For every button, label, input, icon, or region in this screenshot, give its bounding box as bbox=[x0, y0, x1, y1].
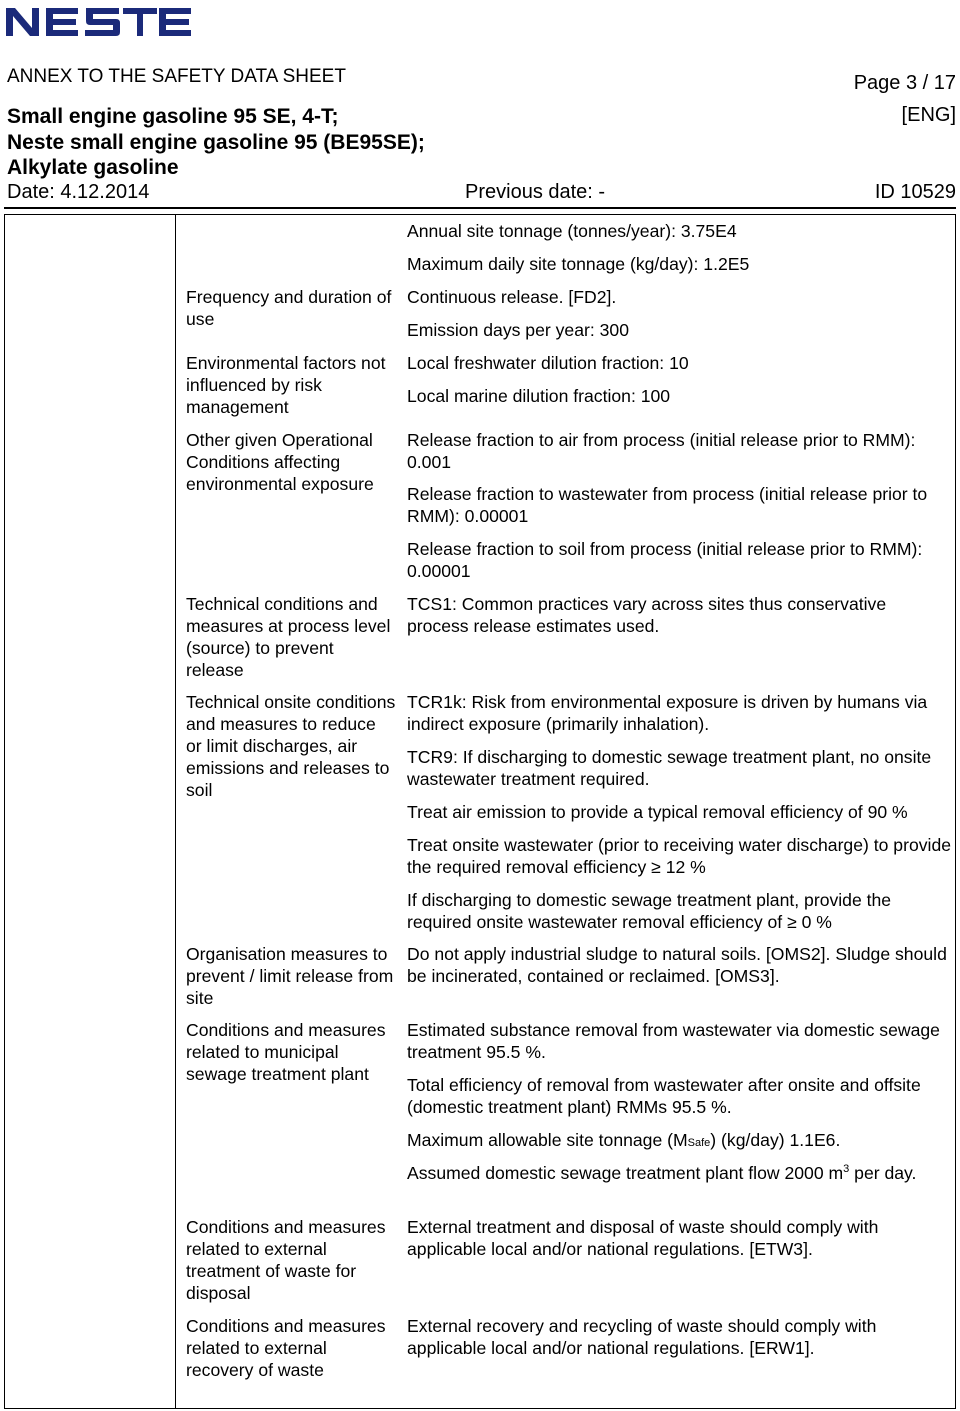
neste-logo bbox=[6, 6, 192, 38]
value-continuous-release: Continuous release. [FD2]. bbox=[407, 287, 617, 307]
value-marine-dilution: Local marine dilution fraction: 100 bbox=[407, 386, 671, 406]
value-tcr9: TCR9: If discharging to domestic sewage treatment plant, no onsite wastewater treatment required. bbox=[407, 747, 932, 789]
value-tcs1: TCS1: Common practices vary across sites thus conservative process release estimates used. bbox=[407, 594, 887, 636]
label-municipal-sewage: Conditions and measures related to municipal sewage treatment plant bbox=[186, 1020, 386, 1084]
label-operational-conditions: Other given Operational Conditions affecting environmental exposure bbox=[186, 430, 374, 494]
document-id: ID 10529 bbox=[874, 181, 956, 203]
product-line-2: Neste small engine gasoline 95 (BE95SE); bbox=[7, 130, 425, 154]
previous-date: Previous date: - bbox=[465, 181, 606, 203]
language-code: [ENG] bbox=[901, 104, 956, 126]
value-annual-tonnage: Annual site tonnage (tonnes/year): 3.75E4 bbox=[407, 221, 737, 241]
table-column-divider bbox=[175, 214, 176, 1409]
document-date: Date: 4.12.2014 bbox=[7, 181, 150, 203]
page-number: Page 3 / 17 bbox=[853, 72, 956, 94]
value-emission-days: Emission days per year: 300 bbox=[407, 320, 629, 340]
value-release-soil: Release fraction to soil from process (initial release prior to RMM): 0.00001 bbox=[407, 539, 923, 581]
value-tcr1k: TCR1k: Risk from environmental exposure is driven by humans via indirect exposure (primarily inhalation). bbox=[407, 692, 928, 734]
label-organisation-measures: Organisation measures to prevent / limit release from site bbox=[186, 944, 394, 1008]
value-max-tonnage: Maximum allowable site tonnage (MSafe) (kg/day) 1.1E6. bbox=[407, 1130, 841, 1150]
header-divider bbox=[4, 207, 956, 209]
label-external-treatment: Conditions and measures related to external treatment of waste for disposal bbox=[186, 1217, 386, 1303]
annex-title: ANNEX TO THE SAFETY DATA SHEET bbox=[7, 66, 346, 87]
label-environmental-factors: Environmental factors not influenced by risk management bbox=[186, 353, 386, 417]
value-release-air: Release fraction to air from process (initial release prior to RMM): 0.001 bbox=[407, 430, 916, 472]
label-external-recovery: Conditions and measures related to external recovery of waste bbox=[186, 1316, 386, 1380]
value-sludge: Do not apply industrial sludge to natural soils. [OMS2]. Sludge should be incinerated, contained or reclaimed. [OMS3]. bbox=[407, 944, 947, 986]
value-plant-flow: Assumed domestic sewage treatment plant flow 2000 $m^3$ per day. bbox=[407, 1163, 917, 1183]
label-technical-onsite: Technical onsite conditions and measures to reduce or limit discharges, air emissions and releases to soil bbox=[186, 692, 396, 800]
value-release-wastewater: Release fraction to wastewater from process (initial release prior to RMM): 0.00001 bbox=[407, 484, 928, 526]
value-estimated-removal: Estimated substance removal from wastewater via domestic sewage treatment 95.5 %. bbox=[407, 1020, 940, 1062]
value-daily-tonnage: Maximum daily site tonnage (kg/day): 1.2E5 bbox=[407, 254, 750, 274]
label-technical-process: Technical conditions and measures at process level (source) to prevent release bbox=[186, 594, 391, 680]
value-domestic-sewage-removal: If discharging to domestic sewage treatment plant, provide the required onsite wastewater removal efficiency of ≥ 0 % bbox=[407, 890, 892, 932]
product-line-1: Small engine gasoline 95 SE, 4-T; bbox=[7, 105, 339, 128]
label-frequency-duration: Frequency and duration of use bbox=[186, 287, 392, 329]
value-external-recovery: External recovery and recycling of waste should comply with applicable local and/or national regulations. [ERW1]. bbox=[407, 1316, 877, 1358]
product-title bbox=[7, 104, 425, 181]
product-line-3: Alkylate gasoline bbox=[7, 156, 179, 179]
value-external-treatment: External treatment and disposal of waste should comply with applicable local and/or national regulations. [ETW3]. bbox=[407, 1217, 879, 1259]
value-freshwater-dilution: Local freshwater dilution fraction: 10 bbox=[407, 353, 689, 373]
value-total-efficiency: Total efficiency of removal from wastewater after onsite and offsite (domestic treatment plant) RMMs 95.5 %. bbox=[407, 1075, 921, 1117]
value-air-emission: Treat air emission to provide a typical removal efficiency of 90 % bbox=[407, 802, 908, 822]
value-onsite-wastewater: Treat onsite wastewater (prior to receiving water discharge) to provide the required removal efficiency ≥ 12 % bbox=[407, 835, 952, 877]
